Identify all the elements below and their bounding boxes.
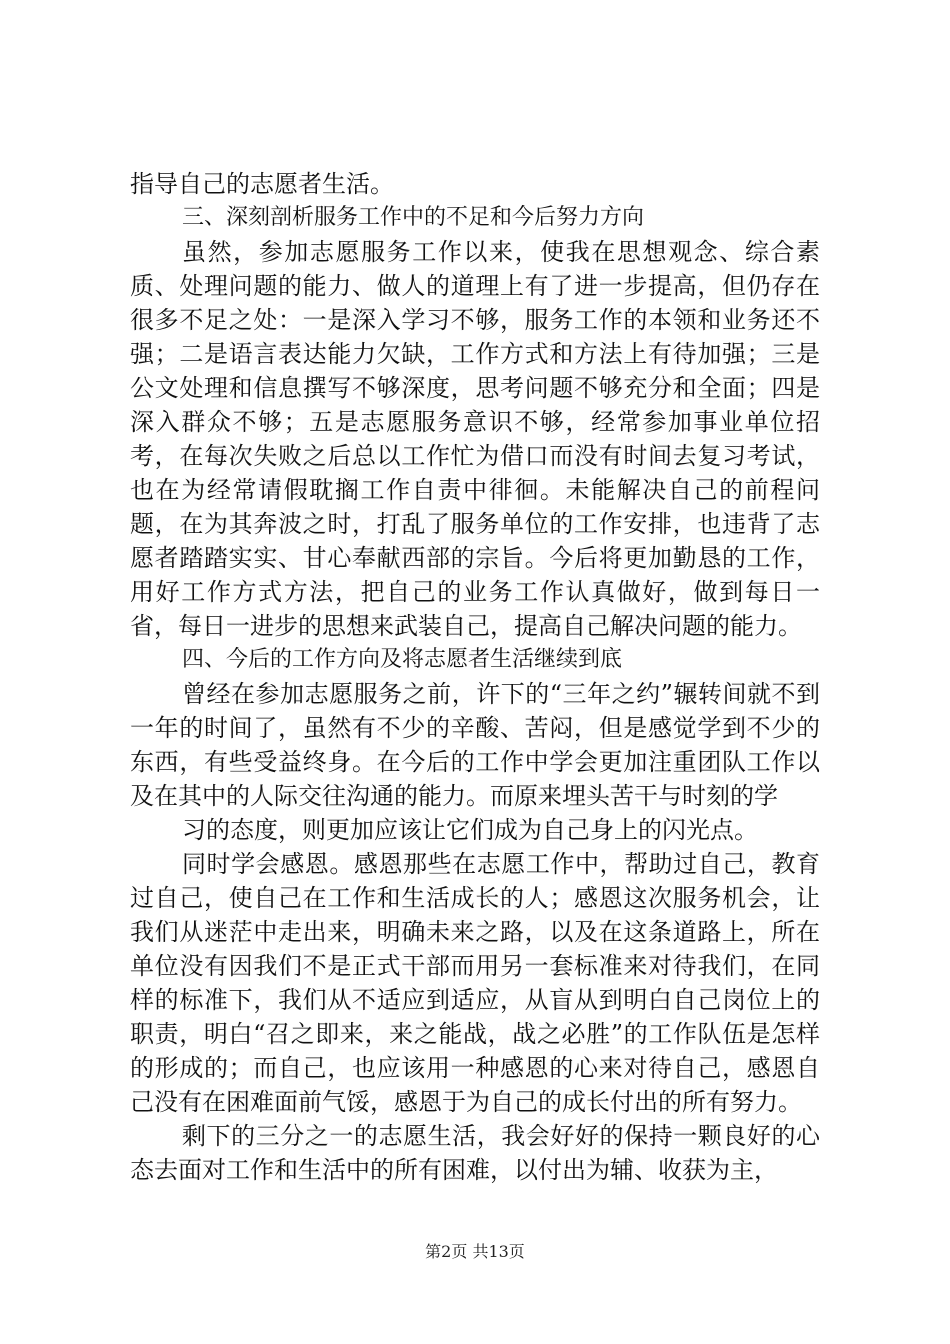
paragraph-shortcomings: 虽然，参加志愿服务工作以来，使我在思想观念、综合素质、处理问题的能力、做人的道理上有了进一步提高，但仍存在很多不足之处：一是深入学习不够，服务工作的本领和业务还不强；二是语言表达能力欠缺，工作方式和方法上有待加强；三是公文处理和信息撰写不够深度，思考问题不够充分和全面；四是深入群众不够；五是志愿服务意识不够，经常参加事业单位招考，在每次失败之后总以工作忙为借口而没有时间去复习考试，也在为经常请假耽搁工作自责中徘徊。未能解决自己的前程问题，在为其奔波之时，打乱了服务单位的工作安排，也违背了志愿者踏踏实实、甘心奉献西部的宗旨。今后将更加勤恳的工作，用好工作方式方法，把自己的业务工作认真做好，做到每日一省，每日一进步的思想来武装自己，提高自己解决问题的能力。	[130, 238, 820, 640]
paragraph-gratitude: 同时学会感恩。感恩那些在志愿工作中，帮助过自己，教育过自己，使自己在工作和生活成长的人；感恩这次服务机会，让我们从迷茫中走出来，明确未来之路，以及在这条道路上，所在单位没有因我们不是正式干部而用另一套标准来对待我们，在同样的标准下，我们从不适应到适应，从盲从到明白自己岗位上的职责，明白“召之即来，来之能战，战之必胜”的工作队伍是怎样的形成的；而自己，也应该用一种感恩的心来对待自己，感恩自己没有在困难面前气馁，感恩于为自己的成长付出的所有努力。	[130, 850, 820, 1116]
page-number-footer: 第2页 共13页	[425, 1242, 525, 1261]
paragraph-continuation: 指导自己的志愿者生活。	[130, 170, 394, 198]
section-heading-four: 四、今后的工作方向及将志愿者生活继续到底	[182, 647, 623, 672]
document-body	[130, 167, 820, 1187]
section-heading-three: 三、深刻剖析服务工作中的不足和今后努力方向	[182, 205, 645, 230]
paragraph-three-year-promise: 曾经在参加志愿服务之前，许下的“三年之约”辗转间就不到一年的时间了，虽然有不少的辛酸、苦闷，但是感觉学到不少的东西，有些受益终身。在今后的工作中学会更加注重团队工作以及在其中的人际交往沟通的能力。而原来埋头苦干与时刻的学	[130, 680, 820, 810]
paragraph-remaining-life: 剩下的三分之一的志愿生活，我会好好的保持一颗良好的心态去面对工作和生活中的所有困难，以付出为辅、收获为主，	[130, 1122, 820, 1184]
paragraph-study-attitude: 习的态度，则更加应该让它们成为自己身上的闪光点。	[182, 816, 758, 844]
